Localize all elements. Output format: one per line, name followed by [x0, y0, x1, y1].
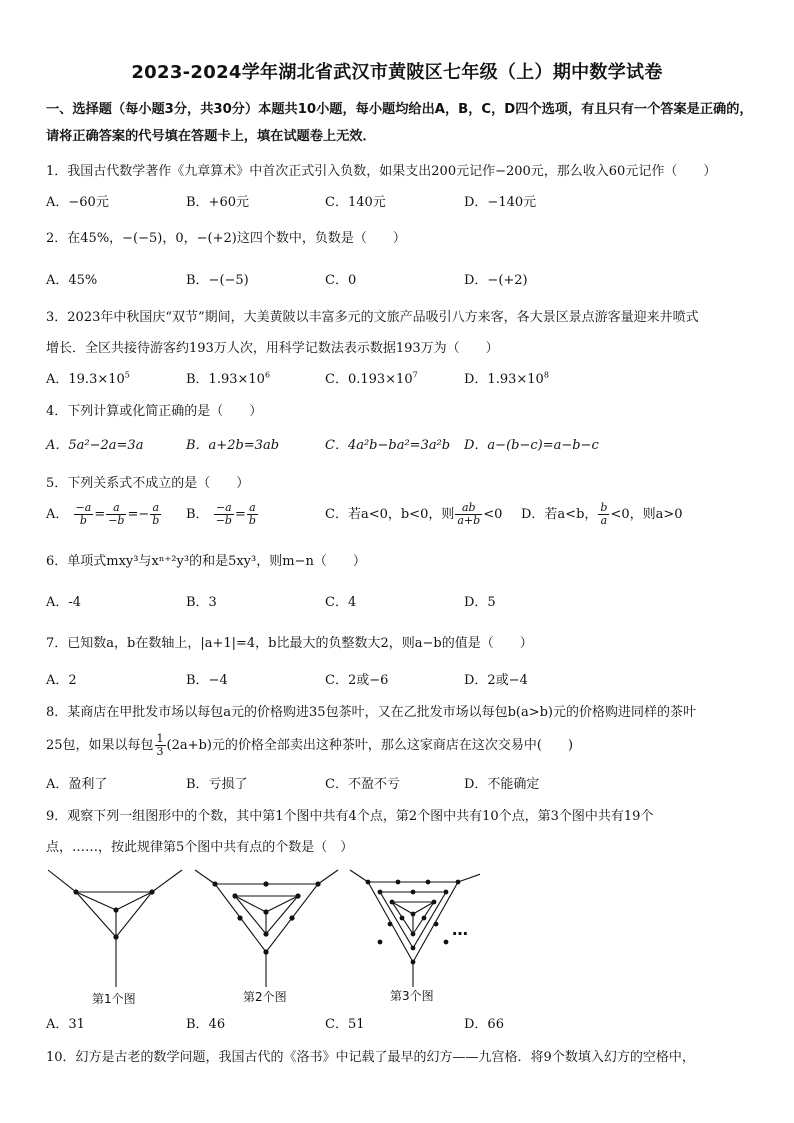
q9-stem-line1: 9．观察下列一组图形中的个数，其中第1个图中共有4个点，第2个图中共有10个点，第3个图中共有19个: [46, 809, 654, 824]
figure-3-caption: 第3个图: [390, 989, 434, 1003]
q3-option-a[interactable]: A．$19.3\times 10^5$: [46, 370, 130, 387]
q5-option-a[interactable]: A． $\frac{-a}{b}$ = $\frac{a}{-b}$ =− $\frac{a}{b}$: [46, 501, 160, 527]
q2-option-d[interactable]: D．−(+2): [464, 273, 528, 288]
q6-stem: 6．单项式mxy³与xⁿ⁺²y³的和是5xy³，则m−n（ ）: [46, 554, 366, 569]
section-instructions: 一、选择题（每小题3分，共30分）本题共10小题，每小题均给出A，B，C，D四个选项，有且只有一个答案是正确的，请将正确答案的代号填在答题卡上，填在试题卷上无效．: [46, 102, 753, 144]
q9-option-c[interactable]: C．51: [325, 1017, 365, 1032]
q9-option-a[interactable]: A．31: [46, 1017, 85, 1032]
q6-option-d[interactable]: D．5: [464, 595, 496, 610]
figure-1-caption: 第1个图: [92, 992, 136, 1006]
q2-option-a[interactable]: A．45%: [46, 273, 98, 288]
q8-stem-line2: 25包，如果以每包 $\frac{1}{3}$ (2a+b)元的价格全部卖出这种茶叶，那么这家商店在这次交易中( ): [46, 732, 574, 758]
q1-option-a[interactable]: A．−60元: [46, 195, 109, 210]
q5-option-c[interactable]: C．若a<0，b<0，则 $\frac{ab}{a+b}$ <0: [325, 501, 503, 527]
q2-stem: 2．在45%，−(−5)，0，−(+2)这四个数中，负数是（ ）: [46, 231, 406, 246]
q1-stem: 1．我国古代数学著作《九章算术》中首次正式引入负数，如果支出200元记作−200元，那么收入60元记作（ ）: [46, 164, 717, 179]
q2-option-b[interactable]: B．−(−5): [186, 273, 249, 288]
q3-option-d[interactable]: D．$1.93\times 10^8$: [464, 370, 549, 387]
figure-1-diagram: [48, 870, 182, 987]
q7-option-a[interactable]: A．2: [46, 673, 77, 688]
q3-option-c[interactable]: C．$0.193\times 10^7$: [325, 370, 418, 387]
q4-stem: 4．下列计算或化简正确的是（ ）: [46, 404, 263, 419]
q8-option-d[interactable]: D．不能确定: [464, 777, 540, 792]
q9-stem-line2: 点，……，按此规律第5个图中共有点的个数是（ ）: [46, 840, 354, 855]
q8-option-b[interactable]: B．亏损了: [186, 777, 248, 792]
q9-option-b[interactable]: B．46: [186, 1017, 226, 1032]
q3-option-b[interactable]: B．$1.93\times 10^6$: [186, 370, 271, 387]
q4-option-b[interactable]: B．a+2b=3ab: [186, 438, 280, 453]
q5-option-d[interactable]: D．若a<b， $\frac{b}{a}$ <0，则a>0: [521, 501, 683, 527]
q6-option-b[interactable]: B．3: [186, 595, 217, 610]
q7-option-b[interactable]: B．−4: [186, 673, 228, 688]
q7-stem: 7．已知数a，b在数轴上，|a+1|=4，b比最大的负整数大2，则a−b的值是（ ）: [46, 636, 533, 651]
q3-stem-line2: 增长．全区共接待游客约193万人次，用科学记数法表示数据193万为（ ）: [46, 341, 499, 356]
q2-option-c[interactable]: C．0: [325, 273, 357, 288]
figure-ellipsis: …: [452, 920, 468, 939]
q8-stem-line1: 8．某商店在甲批发市场以每包a元的价格购进35包茶叶，又在乙批发市场以每包b(a>b)元的价格购进同样的茶叶: [46, 705, 696, 720]
q4-option-d[interactable]: D．a−(b−c)=a−b−c: [464, 438, 599, 453]
q1-option-c[interactable]: C．140元: [325, 195, 386, 210]
q6-option-c[interactable]: C．4: [325, 595, 357, 610]
q4-option-a[interactable]: A．5a²−2a=3a: [46, 438, 144, 453]
q10-stem: 10．幻方是古老的数学问题，我国古代的《洛书》中记载了最早的幻方——九宫格．将9个数填入幻方的空格中，: [46, 1050, 695, 1065]
exam-title: 2023-2024学年湖北省武汉市黄陂区七年级（上）期中数学试卷: [131, 62, 663, 83]
q7-option-c[interactable]: C．2或−6: [325, 673, 389, 688]
figure-2-caption: 第2个图: [243, 990, 287, 1004]
q9-option-d[interactable]: D．66: [464, 1017, 504, 1032]
q8-option-c[interactable]: C．不盈不亏: [325, 777, 400, 792]
q6-option-a[interactable]: A．-4: [46, 595, 82, 610]
figure-2-diagram: [195, 870, 338, 987]
q5-stem: 5．下列关系式不成立的是（ ）: [46, 476, 250, 491]
q7-option-d[interactable]: D．2或−4: [464, 673, 528, 688]
q1-option-b[interactable]: B．+60元: [186, 195, 249, 210]
q3-stem-line1: 3．2023年中秋国庆“双节”期间，大美黄陂以丰富多元的文旅产品吸引八方来客，各大景区景点游客量迎来井喷式: [46, 310, 699, 325]
q4-option-c[interactable]: C．4a²b−ba²=3a²b: [325, 438, 451, 453]
q1-option-d[interactable]: D．−140元: [464, 195, 537, 210]
q8-option-a[interactable]: A．盈利了: [46, 777, 108, 792]
q9-figures: [40, 862, 480, 1004]
q5-option-b[interactable]: B． $\frac{-a}{-b}$ = $\frac{a}{b}$: [186, 501, 256, 527]
